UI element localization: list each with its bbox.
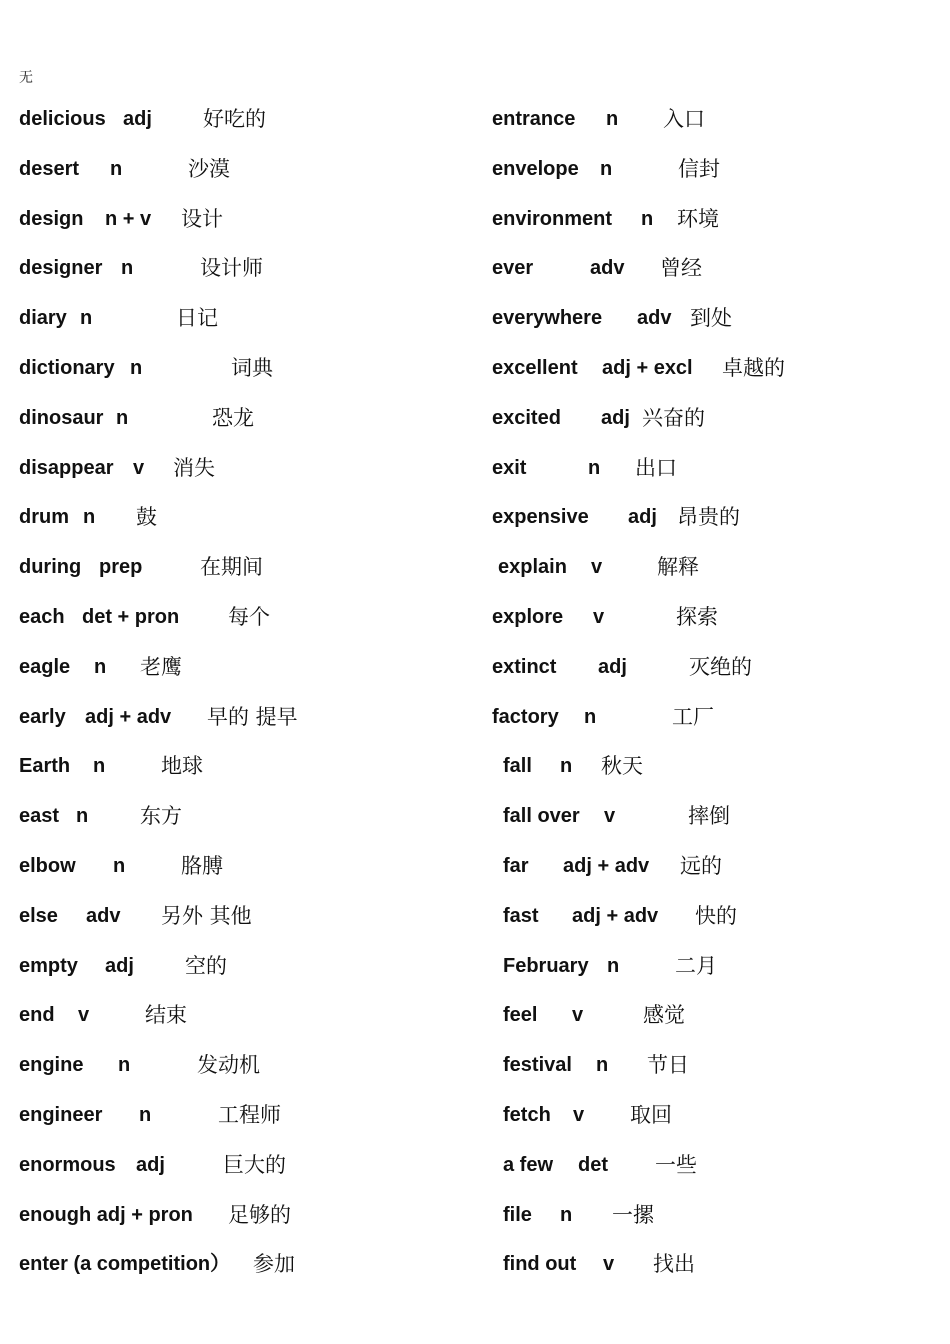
part-of-speech: adj	[105, 954, 134, 977]
vocab-word: excited	[492, 406, 561, 429]
vocab-word: engine	[19, 1054, 84, 1077]
chinese-meaning: 结束	[145, 1003, 187, 1028]
chinese-meaning: 另外 其他	[161, 903, 252, 928]
part-of-speech: adj + adv	[563, 855, 650, 877]
chinese-meaning: 解释	[657, 555, 699, 580]
chinese-meaning: 探索	[676, 605, 718, 629]
part-of-speech: n	[121, 257, 134, 280]
part-of-speech: n	[94, 655, 107, 678]
vocab-word: enormous	[19, 1153, 116, 1176]
page-header: 无	[19, 70, 33, 86]
vocab-word: each	[19, 606, 65, 628]
vocab-word: early	[19, 705, 66, 728]
chinese-meaning: 信封	[678, 156, 720, 181]
part-of-speech: n	[110, 157, 123, 180]
part-of-speech: adj + adv	[572, 904, 659, 927]
chinese-meaning: 地球	[161, 754, 203, 779]
vocab-word: exit	[492, 456, 527, 479]
part-of-speech: n	[80, 307, 93, 330]
vocab-word: design	[19, 207, 84, 230]
vocab-word: eagle	[19, 655, 71, 678]
part-of-speech: v	[572, 1004, 584, 1027]
chinese-meaning: 在期间	[200, 555, 263, 580]
chinese-meaning: 灭绝的	[689, 654, 752, 679]
chinese-meaning: 昂贵的	[677, 505, 740, 530]
vocab-word: dictionary	[19, 357, 115, 379]
part-of-speech: n	[641, 207, 654, 230]
vocab-word: empty	[19, 954, 78, 977]
vocab-word: else	[19, 904, 58, 927]
part-of-speech: n	[607, 954, 620, 977]
vocab-word: delicious	[19, 108, 106, 130]
part-of-speech: adj + excl	[602, 357, 693, 379]
chinese-meaning: 秋天	[601, 754, 643, 779]
vocab-word: designer	[19, 257, 103, 280]
part-of-speech: n	[584, 705, 597, 728]
chinese-meaning: 卓越的	[722, 356, 785, 380]
part-of-speech: adv	[86, 904, 121, 927]
part-of-speech: adj	[598, 655, 627, 678]
vocab-word: excellent	[492, 357, 578, 379]
vocab-word: enough adj + pron	[19, 1203, 193, 1226]
chinese-meaning: 快的	[695, 903, 737, 928]
chinese-meaning: 好吃的	[203, 107, 266, 131]
part-of-speech: adj + adv	[85, 705, 172, 728]
chinese-meaning: 巨大的	[223, 1152, 286, 1177]
vocab-word: file	[503, 1203, 532, 1226]
vocab-word: explore	[492, 606, 564, 628]
vocab-word: fetch	[503, 1104, 551, 1126]
vocab-word: environment	[492, 207, 613, 230]
part-of-speech: v	[603, 1253, 615, 1276]
vocab-word: engineer	[19, 1104, 103, 1126]
chinese-meaning: 参加	[253, 1252, 295, 1277]
vocab-word: fall over	[503, 805, 580, 828]
part-of-speech: n	[560, 755, 573, 778]
part-of-speech: v	[78, 1004, 90, 1027]
part-of-speech: adv	[590, 257, 625, 280]
part-of-speech: n	[139, 1104, 152, 1126]
part-of-speech: v	[591, 556, 603, 579]
chinese-meaning: 设计	[181, 206, 223, 231]
vocab-word: feel	[503, 1004, 538, 1027]
part-of-speech: n	[560, 1203, 573, 1226]
chinese-meaning: 二月	[675, 953, 717, 978]
part-of-speech: n	[596, 1054, 609, 1077]
part-of-speech: adj	[601, 406, 630, 429]
vocab-word: during	[19, 556, 82, 579]
vocab-word: diary	[19, 307, 67, 330]
chinese-meaning: 鼓	[136, 505, 157, 530]
chinese-meaning: 发动机	[197, 1053, 260, 1078]
chinese-meaning: 早的 提早	[207, 704, 298, 729]
chinese-meaning: 节日	[647, 1053, 689, 1078]
part-of-speech: adv	[637, 307, 672, 330]
vocab-word: factory	[492, 705, 559, 728]
part-of-speech: n	[83, 506, 96, 529]
part-of-speech: n	[93, 755, 106, 778]
part-of-speech: v	[133, 456, 145, 479]
part-of-speech: n	[118, 1054, 131, 1077]
vocab-word: Earth	[19, 755, 71, 778]
vocab-word: ever	[492, 257, 534, 280]
vocab-word: east	[19, 805, 60, 828]
vocab-word: fall	[503, 755, 532, 778]
vocab-word: explain	[498, 556, 567, 579]
chinese-meaning: 到处	[690, 306, 732, 331]
chinese-meaning: 环境	[677, 206, 719, 231]
chinese-meaning: 老鹰	[140, 654, 182, 679]
part-of-speech: n + v	[105, 207, 152, 230]
part-of-speech: n	[130, 357, 143, 379]
vocab-word: extinct	[492, 655, 557, 678]
chinese-meaning: 摔倒	[688, 804, 730, 829]
chinese-meaning: 设计师	[200, 256, 263, 281]
part-of-speech: n	[606, 108, 619, 130]
part-of-speech: det	[578, 1153, 608, 1176]
chinese-meaning: 词典	[231, 356, 273, 380]
vocab-word: expensive	[492, 506, 589, 529]
vocab-word: envelope	[492, 157, 579, 180]
chinese-meaning: 出口	[635, 455, 677, 480]
chinese-meaning: 工程师	[218, 1103, 281, 1127]
vocab-word: dinosaur	[19, 406, 104, 429]
part-of-speech: n	[76, 805, 89, 828]
part-of-speech: n	[600, 157, 613, 180]
vocab-word: entrance	[492, 108, 576, 130]
part-of-speech: adj	[628, 506, 657, 529]
chinese-meaning: 工厂	[672, 704, 714, 729]
part-of-speech: n	[113, 855, 126, 877]
part-of-speech: prep	[99, 556, 143, 579]
vocab-word: disappear	[19, 456, 114, 479]
vocab-word: far	[503, 855, 529, 877]
vocab-word: everywhere	[492, 307, 603, 330]
vocab-word: desert	[19, 157, 80, 180]
part-of-speech: adj	[123, 108, 152, 130]
chinese-meaning: 入口	[663, 107, 705, 131]
chinese-meaning: 空的	[185, 953, 227, 978]
vocab-word: elbow	[19, 855, 76, 877]
chinese-meaning: 恐龙	[212, 405, 254, 430]
chinese-meaning: 日记	[176, 306, 218, 331]
chinese-meaning: 沙漠	[188, 156, 230, 181]
vocab-word: drum	[19, 506, 69, 529]
part-of-speech: n	[588, 456, 601, 479]
vocab-word: festival	[503, 1054, 572, 1077]
chinese-meaning: 曾经	[660, 256, 702, 281]
chinese-meaning: 每个	[228, 605, 270, 629]
chinese-meaning: 胳膊	[181, 854, 223, 878]
part-of-speech: v	[593, 606, 605, 628]
part-of-speech: v	[573, 1104, 585, 1126]
chinese-meaning: 一些	[655, 1152, 697, 1177]
chinese-meaning: 取回	[630, 1103, 672, 1127]
vocab-word: find out	[503, 1253, 577, 1276]
chinese-meaning: 东方	[140, 804, 182, 829]
chinese-meaning: 远的	[680, 854, 722, 878]
chinese-meaning: 兴奋的	[642, 405, 705, 430]
chinese-meaning: 找出	[653, 1252, 695, 1277]
chinese-meaning: 足够的	[228, 1202, 291, 1227]
part-of-speech: adj	[136, 1153, 165, 1176]
vocab-word: fast	[503, 904, 539, 927]
vocab-word: February	[503, 954, 589, 977]
part-of-speech: v	[604, 805, 616, 828]
part-of-speech: n	[116, 406, 129, 429]
vocab-word: end	[19, 1004, 55, 1027]
chinese-meaning: 消失	[173, 455, 215, 480]
vocab-word: a few	[503, 1153, 554, 1176]
vocab-word: enter (a competition）	[19, 1253, 231, 1276]
chinese-meaning: 感觉	[643, 1003, 685, 1028]
part-of-speech: det + pron	[82, 606, 180, 628]
chinese-meaning: 一摞	[612, 1202, 654, 1227]
